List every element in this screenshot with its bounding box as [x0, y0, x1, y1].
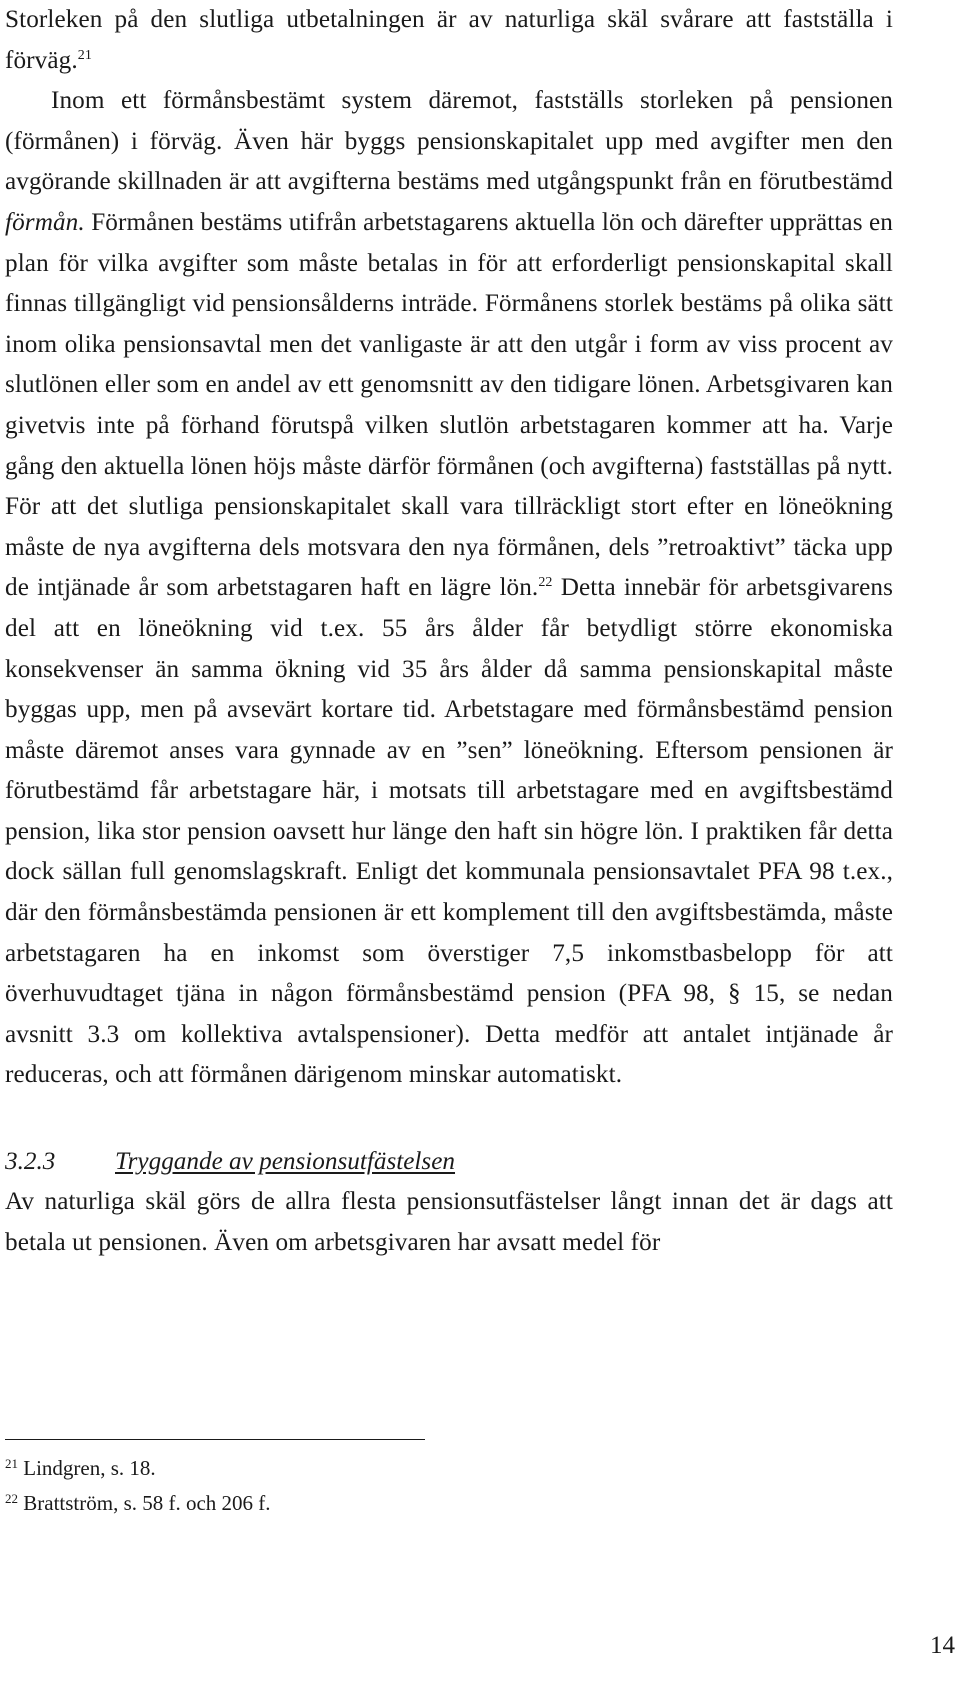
section-heading: [5, 1142, 893, 1182]
footnote-21-number: 21: [5, 1456, 18, 1471]
page-number: 14: [930, 1632, 955, 1659]
paragraph-2-text-b: Förmånen bestäms utifrån arbetstagarens aktuella lön och därefter upprättas en plan för vilka avgifter som måste betalas in för att erforderligt pensionskapital skall finnas tillgängligt vid pensionsålderns inträde. Förmånens storlek bestäms på olika sätt inom olika pensionsavtal men det vanligaste är att den utgår i form av viss procent av slutlönen eller som en andel av ett genomsnitt av den tidigare lönen. Arbetsgivaren kan givetvis inte på förhand förutspå vilken slutlön arbetstagaren kommer att ha. Varje gång den aktuella lönen höjs måste därför förmånen (och avgifterna) fastställas på nytt. För att det slutliga pensionskapitalet skall vara tillräckligt stort efter en löneökning måste de nya avgifterna dels motsvara den nya förmånen, dels ”retroaktivt” täcka upp de intjänade år som arbetstagaren haft en lägre lön.: [5, 208, 893, 602]
footnote-22: [5, 1486, 271, 1521]
footnote-divider: [5, 1439, 425, 1440]
paragraph-2-text-c: Detta innebär för arbetsgivarens del att en löneökning vid t.ex. 55 års ålder får betydligt större ekonomiska konsekvenser än samma ökning vid 35 års ålder då samma pensionskapital måste byggas upp, men på avsevärt kortare tid. Arbetstagare med förmånsbestämd pension måste däremot anses vara gynnade av en ”sen” löneökning. Eftersom pensionen är förutbestämd får arbetstagare här, i motsats till arbetstagare med en avgiftsbestämd pension, lika stor pension oavsett hur länge den haft sin högre lön. I praktiken får detta dock sällan full genomslagskraft. Enligt det kommunala pensionsavtalet PFA 98 t.ex., där den förmånsbestämda pensionen är ett komplement till den avgiftsbestämda, måste arbetstagaren ha en inkomst som överstiger 7,5 inkomstbasbelopp för att överhuvudtaget tjäna in någon förmånsbestämd pension (PFA 98, § 15, se nedan avsnitt 3.3 om kollektiva avtalspensioner). Detta medför att antalet intjänade år reduceras, och att förmånen därigenom minskar automatiskt.: [5, 574, 893, 1089]
paragraph-2-emphasis: förmån.: [5, 208, 85, 236]
section-title: Tryggande av pensionsutfästelsen: [115, 1148, 456, 1176]
footnote-22-number: 22: [5, 1491, 18, 1506]
footnote-ref-22: 22: [538, 575, 553, 591]
paragraph-3: Av naturliga skäl görs de allra flesta pensionsutfästelser långt innan det är dags att betala ut pensionen. Även om arbetsgivaren har avsatt medel för: [5, 1188, 893, 1256]
paragraph-2-text-a: Inom ett förmånsbestämt system däremot, fastställs storleken på pensionen (förmånen) i förväg. Även här byggs pensionskapitalet upp med avgifter men den avgörande skillnaden är att avgifterna bestäms med utgångspunkt från en förutbestämd: [5, 87, 893, 196]
footnotes: [5, 1451, 271, 1521]
footnote-22-text: Brattström, s. 58 f. och 206 f.: [18, 1491, 271, 1515]
footnote-ref-21: 21: [77, 47, 92, 63]
section-number: 3.2.3: [5, 1148, 56, 1176]
paragraph-2: [5, 81, 893, 1096]
footnote-21: [5, 1451, 271, 1486]
footnote-21-text: Lindgren, s. 18.: [18, 1456, 156, 1480]
paragraph-1: [5, 0, 893, 81]
paragraph-1-text: Storleken på den slutliga utbetalningen är av naturliga skäl svårare att fastställa i förväg.: [5, 6, 893, 74]
page-body: [5, 0, 893, 1263]
